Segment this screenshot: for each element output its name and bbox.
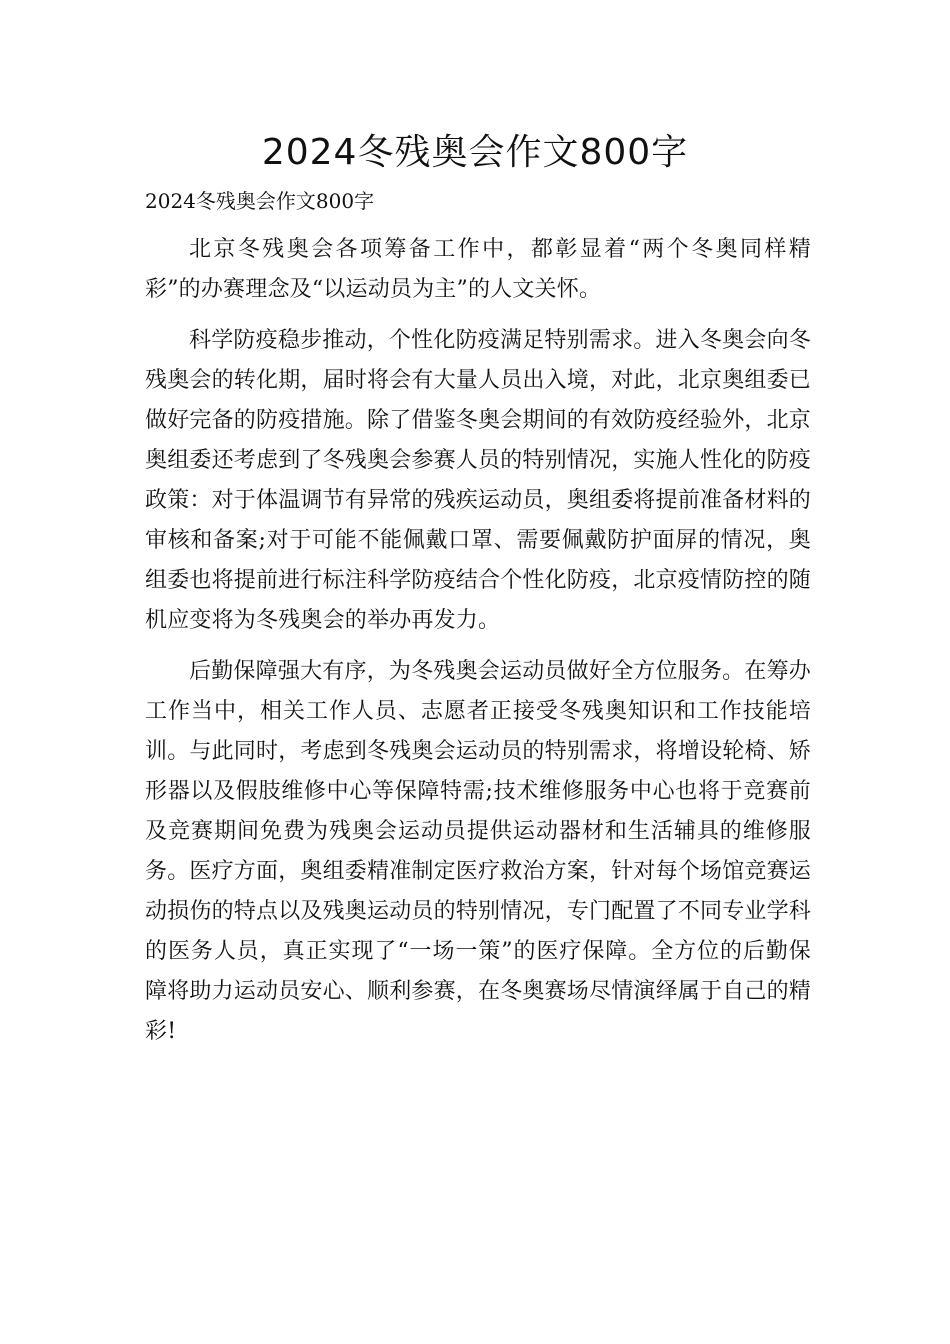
document-title: 2024冬残奥会作文800字 [261, 132, 689, 173]
document-body [145, 230, 811, 1052]
paragraph-2: 科学防疫稳步推动，个性化防疫满足特别需求。进入冬奥会向冬残奥会的转化期，届时将会有大量人员出入境，对此，北京奥组委已做好完备的防疫措施。除了借鉴冬奥会期间的有效防疫经验外，北京奥组委还考虑到了冬残奥会参赛人员的特别情况，实施人性化的防疫政策：对于体温调节有异常的残疾运动员，奥组委将提前准备材料的审核和备案;对于可能不能佩戴口罩、需要佩戴防护面屏的情况，奥组委也将提前进行标注科学防疫结合个性化防疫，北京疫情防控的随机应变将为冬残奥会的举办再发力。 [145, 328, 812, 633]
paragraph-3: 后勤保障强大有序，为冬残奥会运动员做好全方位服务。在筹办工作当中，相关工作人员、志愿者正接受冬残奥知识和工作技能培训。与此同时，考虑到冬残奥会运动员的特别需求，将增设轮椅、矫形器以及假肢维修中心等保障特需;技术维修服务中心也将于竞赛前及竞赛期间免费为残奥会运动员提供运动器材和生活辅具的维修服务。医疗方面，奥组委精准制定医疗救治方案，针对每个场馆竞赛运动损伤的特点以及残奥运动员的特别情况，专门配置了不同专业学科的医务人员，真正实现了“一场一策”的医疗保障。全方位的后勤保障将助力运动员安心、顺利参赛，在冬奥赛场尽情演绎属于自己的精彩! [145, 659, 812, 1044]
paragraph-1: 北京冬残奥会各项筹备工作中，都彰显着“两个冬奥同样精彩”的办赛理念及“以运动员为主”的人文关怀。 [145, 237, 811, 302]
document-subtitle: 2024冬残奥会作文800字 [145, 189, 375, 213]
